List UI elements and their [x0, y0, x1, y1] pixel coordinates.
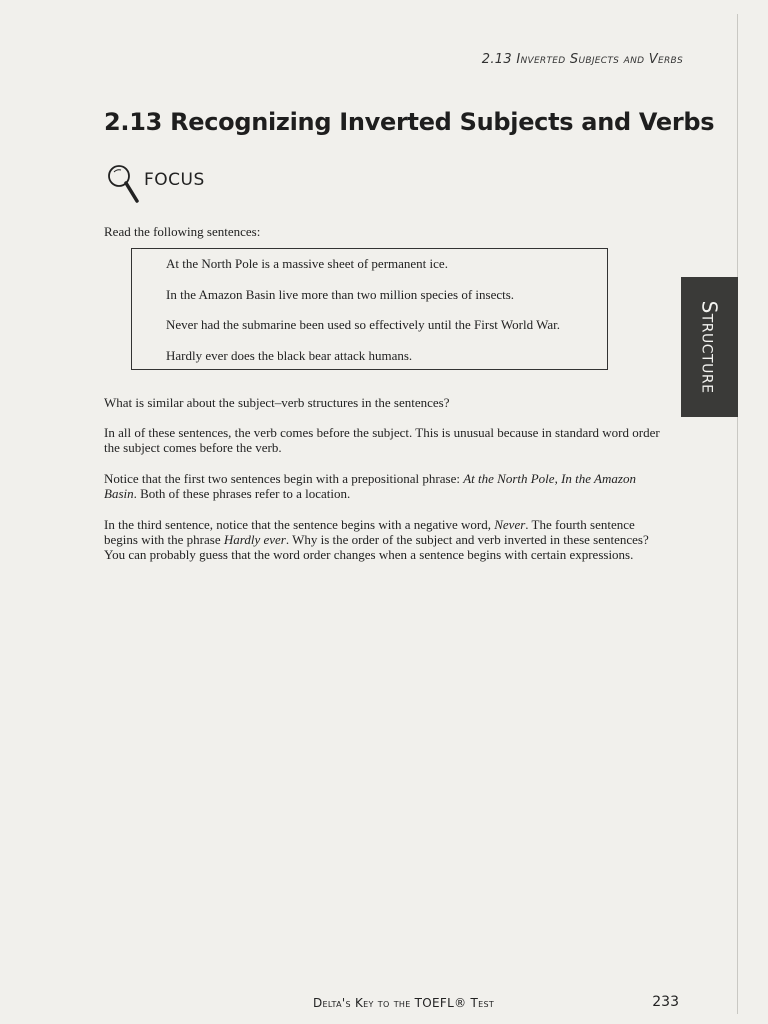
example-sentence: Hardly ever does the black bear attack humans.: [166, 347, 413, 363]
page-footer: [0, 994, 768, 1014]
section-tab-label: Structure: [697, 300, 722, 394]
italic-word: Never: [494, 517, 526, 532]
paragraph-verb-order: In all of these sentences, the verb comes before the subject. This is unusual because in standard word order the subject comes before the verb.: [104, 425, 660, 455]
italic-phrase: In the Amazon Basin: [104, 471, 636, 501]
example-sentences-box: [131, 248, 608, 370]
italic-word: Hardly ever: [223, 532, 286, 547]
italic-phrase: At the North Pole: [463, 471, 555, 486]
page-edge-line: [737, 14, 738, 1014]
page-number: 233: [652, 994, 679, 1010]
example-sentence: At the North Pole is a massive sheet of permanent ice.: [166, 256, 448, 271]
running-head: 2.13 Inverted Subjects and Verbs: [481, 52, 683, 67]
footer-book-title: Delta's Key to the TOEFL® Test: [313, 996, 495, 1010]
paragraph-prepositional-phrase: Notice that the first two sentences begin with a prepositional phrase: At the North Pole, In the Amazon Basin. Both of these phrases refer to a location.: [104, 471, 636, 501]
question-text: What is similar about the subject–verb structures in the sentences?: [104, 395, 450, 410]
page-title: 2.13 Recognizing Inverted Subjects and Verbs: [104, 108, 715, 136]
focus-label: FOCUS: [144, 170, 205, 190]
intro-text: Read the following sentences:: [104, 224, 261, 239]
section-tab-structure: [681, 277, 738, 417]
paragraph-negative-words: In the third sentence, notice that the sentence begins with a negative word, Never. The fourth sentence begins with the phrase Hardly ever. Why is the order of the subject and verb inverted in these sentences? You can probably guess that the word order changes when a sentence begins with certain expressions.: [104, 517, 649, 562]
example-sentence: Never had the submarine been used so effectively until the First World War.: [166, 317, 560, 332]
example-sentence: In the Amazon Basin live more than two million species of insects.: [166, 286, 515, 302]
magnifying-glass-icon: [106, 163, 142, 205]
italic-separator: ,: [554, 471, 562, 486]
focus-heading: [106, 163, 205, 205]
